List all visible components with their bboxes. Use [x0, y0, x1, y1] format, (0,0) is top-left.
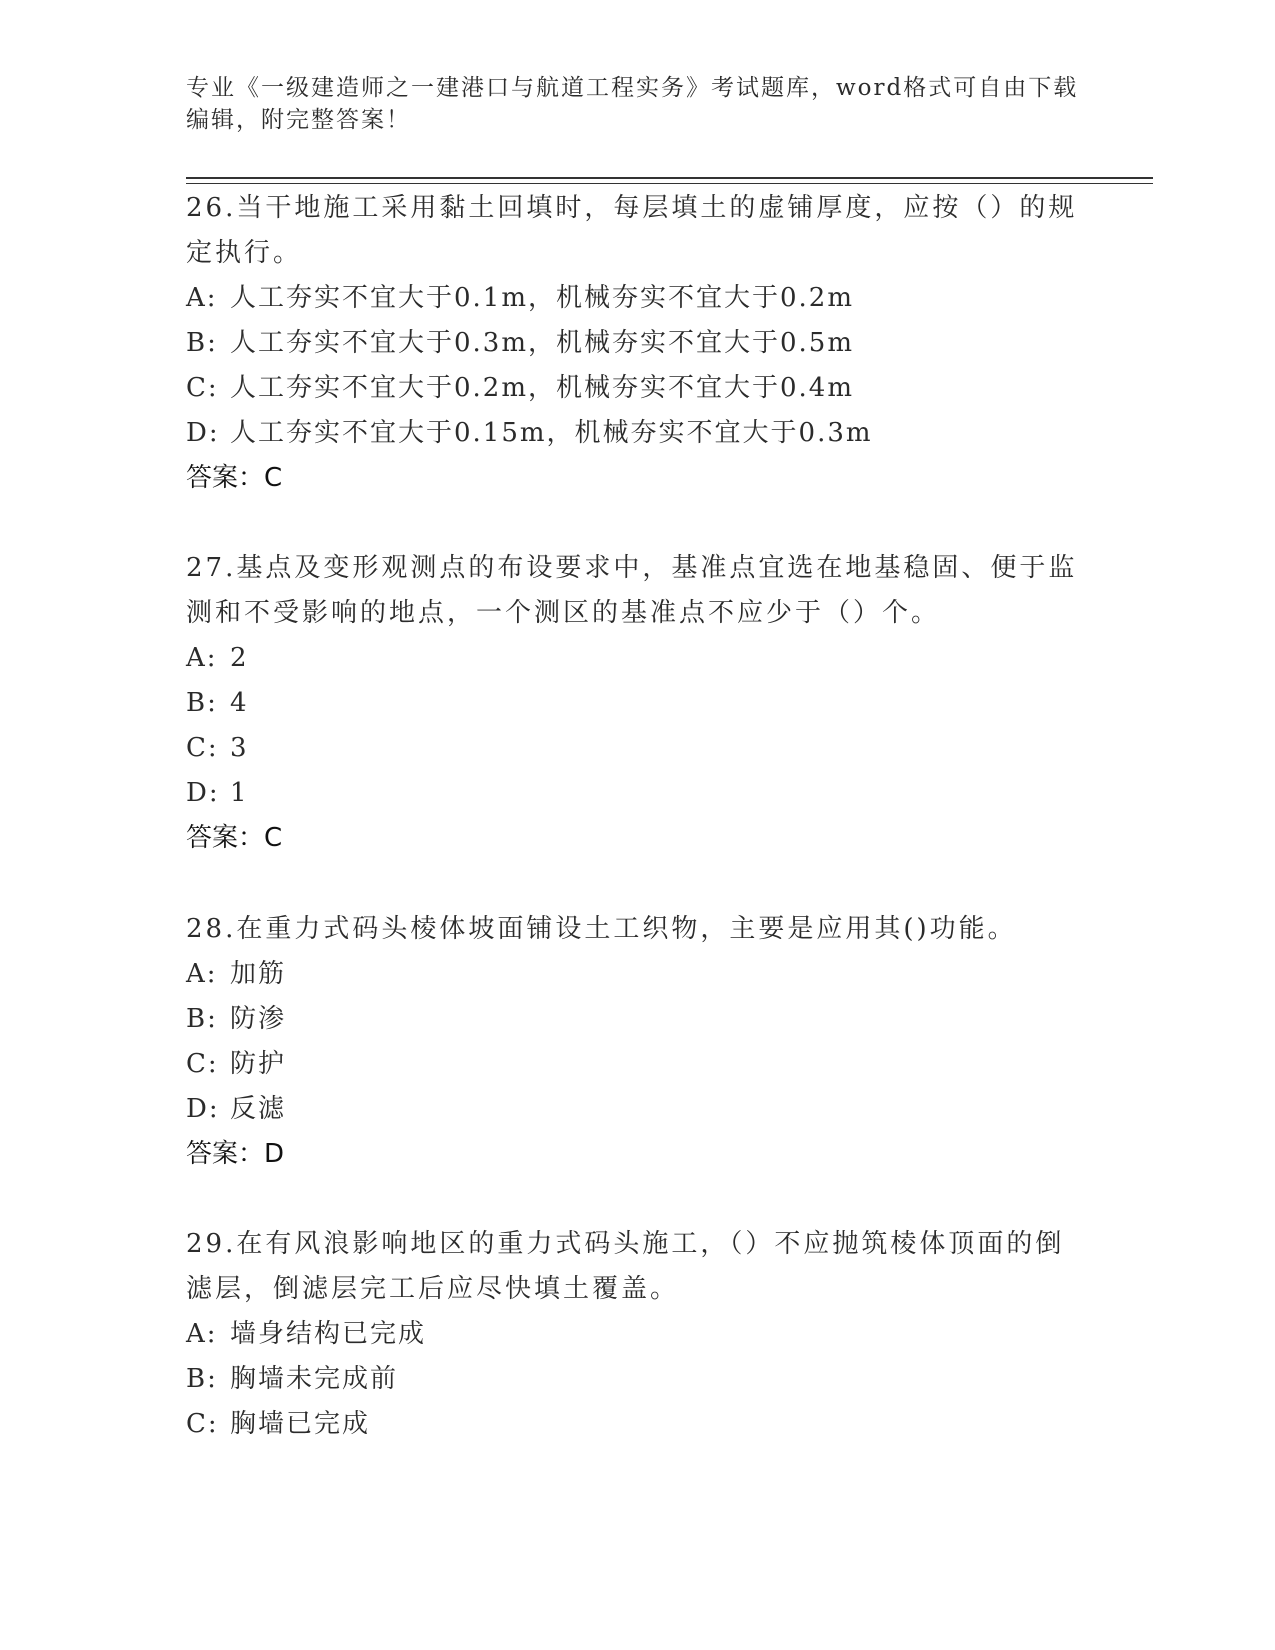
- answer-line: 答案：C: [186, 463, 283, 493]
- option-text: 人工夯实不宜大于0.3m，机械夯实不宜大于0.5m: [230, 328, 855, 358]
- header-divider-thick: [186, 177, 1153, 179]
- option-text: 2: [230, 643, 249, 673]
- option-b: [186, 321, 1086, 366]
- question-27: [186, 546, 1086, 861]
- option-letter: B:: [186, 1004, 218, 1034]
- question-stem-line-2: 测和不受影响的地点，一个测区的基准点不应少于（）个。: [186, 598, 941, 628]
- option-a: [186, 276, 1086, 321]
- question-stem-line-2: 滤层，倒滤层完工后应尽快填土覆盖。: [186, 1274, 680, 1304]
- option-b: [186, 681, 1086, 726]
- option-text: 反滤: [230, 1094, 287, 1124]
- option-c: [186, 1402, 1086, 1447]
- header-divider-thin: [186, 183, 1153, 184]
- option-d: [186, 771, 1086, 816]
- option-letter: D:: [186, 418, 220, 448]
- answer-line: 答案：D: [186, 1139, 285, 1169]
- question-stem-line-1: 29.在有风浪影响地区的重力式码头施工，（）不应抛筑棱体顶面的倒: [186, 1229, 1065, 1259]
- header-line-1: 专业《一级建造师之一建港口与航道工程实务》考试题库，word格式可自由下载: [186, 75, 1079, 101]
- option-a: [186, 636, 1086, 681]
- question-stem-line-2: 定执行。: [186, 238, 303, 268]
- question-28: [186, 907, 1086, 1177]
- option-text: 胸墙已完成: [230, 1409, 371, 1439]
- option-c: [186, 366, 1086, 411]
- option-text: 3: [230, 733, 249, 763]
- option-letter: A:: [186, 1319, 218, 1349]
- option-d: [186, 1087, 1086, 1132]
- option-letter: D:: [186, 778, 220, 808]
- option-b: [186, 1357, 1086, 1402]
- option-letter: A:: [186, 643, 218, 673]
- answer-line: 答案：C: [186, 823, 283, 853]
- option-text: 防护: [230, 1049, 287, 1079]
- option-letter: C:: [186, 1409, 219, 1439]
- header-line-2: 编辑，附完整答案！: [186, 107, 411, 133]
- option-a: [186, 1312, 1086, 1357]
- question-29: [186, 1222, 1086, 1447]
- option-text: 人工夯实不宜大于0.1m，机械夯实不宜大于0.2m: [230, 283, 855, 313]
- option-letter: A:: [186, 959, 218, 989]
- option-text: 人工夯实不宜大于0.2m，机械夯实不宜大于0.4m: [230, 373, 855, 403]
- option-b: [186, 997, 1086, 1042]
- document-header: [186, 72, 1086, 136]
- option-letter: B:: [186, 1364, 218, 1394]
- option-text: 加筋: [230, 959, 287, 989]
- option-text: 胸墙未完成前: [230, 1364, 399, 1394]
- option-c: [186, 1042, 1086, 1087]
- option-letter: C:: [186, 373, 219, 403]
- option-letter: C:: [186, 733, 219, 763]
- option-letter: B:: [186, 328, 218, 358]
- option-letter: D:: [186, 1094, 220, 1124]
- question-stem-line-1: 28.在重力式码头棱体坡面铺设土工织物，主要是应用其()功能。: [186, 914, 1017, 944]
- option-c: [186, 726, 1086, 771]
- question-stem-line-1: 27.基点及变形观测点的布设要求中，基准点宜选在地基稳固、便于监: [186, 553, 1078, 583]
- option-text: 防渗: [230, 1004, 287, 1034]
- option-text: 人工夯实不宜大于0.15m，机械夯实不宜大于0.3m: [230, 418, 873, 448]
- option-a: [186, 952, 1086, 997]
- question-26: [186, 186, 1086, 501]
- question-stem-line-1: 26.当干地施工采用黏土回填时，每层填土的虚铺厚度，应按（）的规: [186, 193, 1078, 223]
- option-d: [186, 411, 1086, 456]
- option-letter: C:: [186, 1049, 219, 1079]
- option-text: 4: [230, 688, 249, 718]
- option-letter: A:: [186, 283, 218, 313]
- option-text: 1: [230, 778, 249, 808]
- option-letter: B:: [186, 688, 218, 718]
- option-text: 墙身结构已完成: [230, 1319, 427, 1349]
